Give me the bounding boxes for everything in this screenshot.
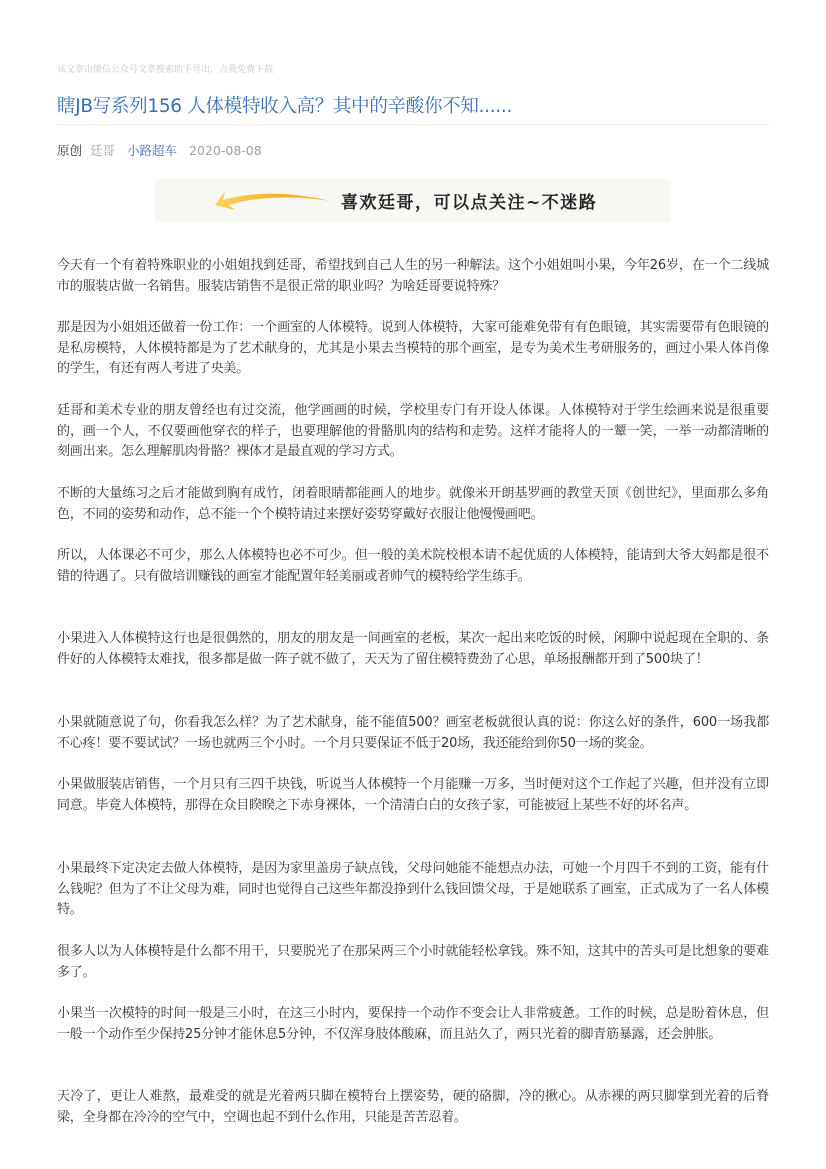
export-notice-link[interactable]: 该文章由微信公众号文章搜索助手导出，点我免费下载 (57, 65, 274, 75)
author-name: 廷哥 (90, 143, 116, 158)
banner-caption: 喜欢廷哥，可以点关注~不迷路 (341, 193, 598, 213)
paragraph: 小果当一次模特的时间一般是三小时，在这三小时内，要保持一个动作不变会让人非常疲惫。工作的时候，总是盼着休息，但一般一个动作至少保持25分钟才能休息5分钟，不仅浑身肢体酸麻，而且站久了，两只光着的脚青筋暴露，还会肿胀。 (57, 1006, 769, 1042)
original-tag: 原创 (57, 143, 83, 158)
paragraph: 所以，人体课必不可少，那么人体模特也必不可少。但一般的美术院校根本请不起优质的人体模特，能请到大爷大妈都是很不错的待遇了。只有做培训赚钱的画室才能配置年轻美丽或者帅气的模特给学生练手。 (57, 548, 769, 584)
follow-banner-image (155, 179, 671, 222)
paragraph: 很多人以为人体模特是什么都不用干，只要脱光了在那呆两三个小时就能轻松拿钱。殊不知，这其中的苦头可是比想象的要难多了。 (57, 944, 769, 980)
title-divider (57, 124, 769, 125)
article-title: 瞎JB写系列156 人体模特收入高？其中的辛酸你不知...... (57, 96, 513, 117)
paragraph: 天冷了，更让人难熬，最难受的就是光着两只脚在模特台上摆姿势，硬的硌脚，冷的揪心。从赤裸的两只脚掌到光着的后脊梁，全身都在冷冷的空气中，空调也起不到什么作用，只能是苦苦忍着。 (57, 1089, 769, 1125)
paragraph: 廷哥和美术专业的朋友曾经也有过交流，他学画画的时候，学校里专门有开设人体课。人体模特对于学生绘画来说是很重要的，画一个人，不仅要画他穿衣的样子，也要理解他的骨骼肌肉的结构和走势。这样才能将人的一颦一笑，一举一动都清晰的刻画出来。怎么理解肌肉骨骼？裸体才是最直观的学习方式。 (57, 403, 769, 460)
article-meta (57, 141, 262, 159)
paragraph: 小果进入人体模特这行也是很偶然的，朋友的朋友是一间画室的老板，某次一起出来吃饭的时候，闲聊中说起现在全职的、条件好的人体模特太难找，很多都是做一阵子就不做了，天天为了留住模特费劲了心思，单场报酬都开到了500块了！ (57, 631, 769, 667)
paragraph: 不断的大量练习之后才能做到胸有成竹，闭着眼睛都能画人的地步。就像米开朗基罗画的教堂天顶《创世纪》，里面那么多角色，不同的姿势和动作，总不能一个个模特请过来摆好姿势穿戴好衣服让他慢慢画吧。 (57, 486, 769, 522)
paragraph: 小果就随意说了句，你看我怎么样？为了艺术献身，能不能值500？画室老板就很认真的说：你这么好的条件，600一场我都不心疼！要不要试试？一场也就两三个小时。一个月只要保证不低于20场，我还能给到你50一场的奖金。 (57, 715, 769, 751)
paragraph: 小果最终下定决定去做人体模特，是因为家里盖房子缺点钱，父母问她能不能想点办法，可她一个月四千不到的工资，能有什么钱呢？但为了不让父母为难，同时也觉得自己这些年都没挣到什么钱回馈父母，于是她联系了画室，正式成为了一名人体模特。 (57, 861, 769, 918)
paragraph: 那是因为小姐姐还做着一份工作：一个画室的人体模特。说到人体模特，大家可能难免带有有色眼镜，其实需要带有色眼镜的是私房模特，人体模特都是为了艺术献身的，尤其是小果去当模特的那个画室，是专为美术生考研服务的，画过小果人体肖像的学生，有还有两人考进了央美。 (57, 320, 769, 377)
paragraph: 今天有一个有着特殊职业的小姐姐找到廷哥，希望找到自己人生的另一种解法。这个小姐姐叫小果，今年26岁，在一个二线城市的服装店做一名销售。服装店销售不是很正常的职业吗？为啥廷哥要说特殊？ (57, 258, 769, 294)
account-link[interactable]: 小路超车 (127, 143, 178, 158)
publish-date: 2020-08-08 (189, 143, 262, 158)
paragraph: 小果做服装店销售，一个月只有三四千块钱，听说当人体模特一个月能赚一万多，当时便对这个工作起了兴趣，但并没有立即同意。毕竟人体模特，那得在众目睽睽之下赤身裸体，一个清清白白的女孩子家，可能被冠上某些不好的坏名声。 (57, 777, 769, 813)
